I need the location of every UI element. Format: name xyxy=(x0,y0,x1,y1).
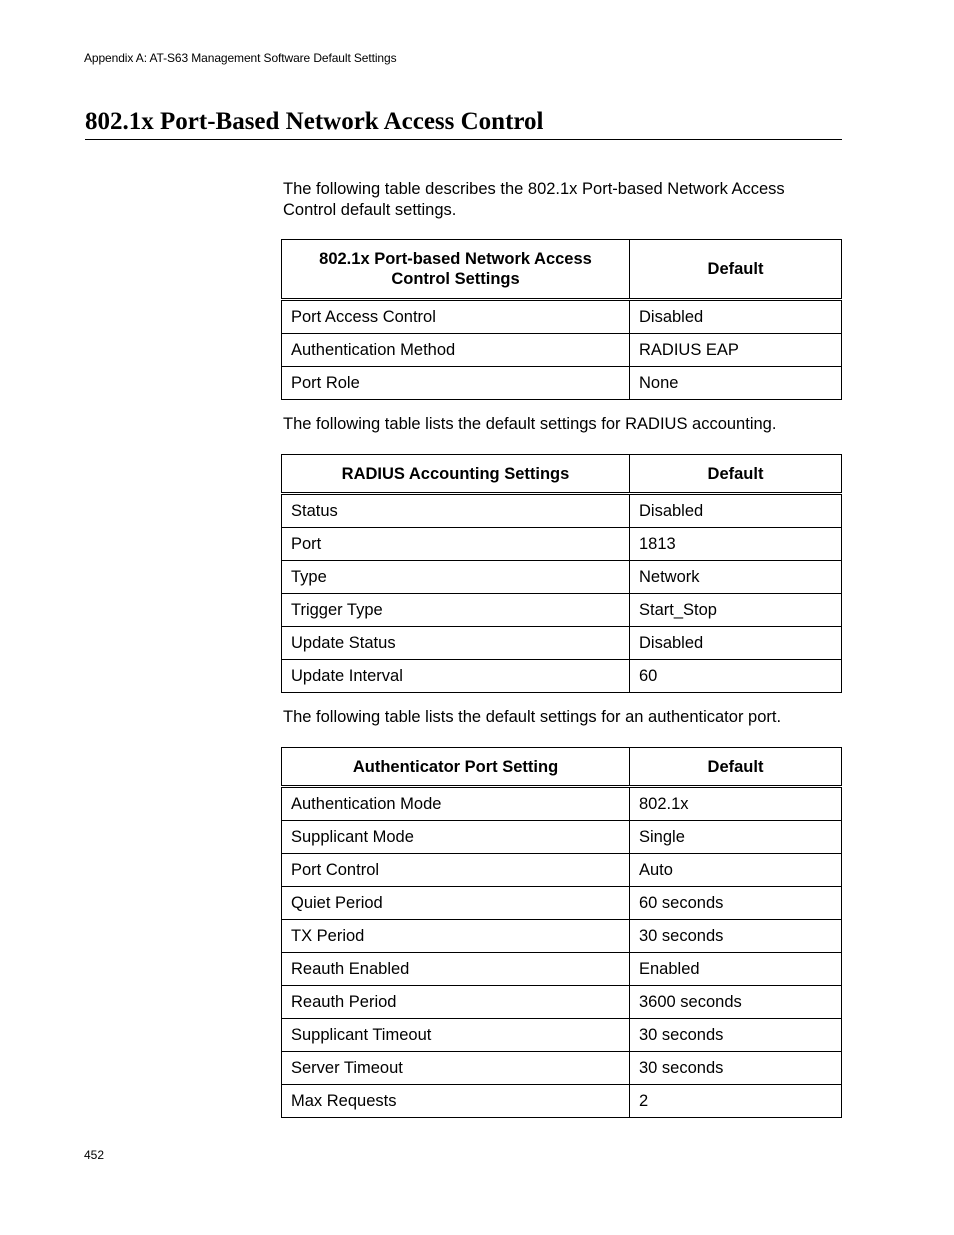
setting-cell: Reauth Period xyxy=(282,986,630,1019)
table-row xyxy=(282,1019,842,1052)
table-row xyxy=(282,920,842,953)
table-row xyxy=(282,494,842,528)
setting-cell: Port Access Control xyxy=(282,300,630,334)
running-header: Appendix A: AT-S63 Management Software Default Settings xyxy=(84,51,397,65)
setting-cell: Reauth Enabled xyxy=(282,953,630,986)
table-row xyxy=(282,821,842,854)
authenticator-paragraph: The following table lists the default settings for an authenticator port. xyxy=(283,708,782,726)
setting-cell: Server Timeout xyxy=(282,1052,630,1085)
table-row xyxy=(282,854,842,887)
default-cell: Start_Stop xyxy=(630,594,842,627)
column-header-setting: Authenticator Port Setting xyxy=(282,748,630,787)
setting-cell: Trigger Type xyxy=(282,594,630,627)
setting-cell: Max Requests xyxy=(282,1085,630,1118)
setting-cell: Port Control xyxy=(282,854,630,887)
default-cell: Network xyxy=(630,561,842,594)
default-cell: Disabled xyxy=(630,494,842,528)
setting-cell: Authentication Method xyxy=(282,334,630,367)
table-row xyxy=(282,561,842,594)
table-row xyxy=(282,953,842,986)
authenticator-port-table xyxy=(281,747,842,1118)
column-header-setting xyxy=(282,240,630,300)
page-number: 452 xyxy=(84,1148,105,1162)
table-row xyxy=(282,528,842,561)
default-cell: Auto xyxy=(630,854,842,887)
table-header-row xyxy=(282,748,842,787)
default-cell: Single xyxy=(630,821,842,854)
default-cell: 1813 xyxy=(630,528,842,561)
section-title: 802.1x Port-Based Network Access Control xyxy=(85,106,842,140)
default-cell: RADIUS EAP xyxy=(630,334,842,367)
radius-accounting-table xyxy=(281,454,842,693)
default-cell: Enabled xyxy=(630,953,842,986)
table-row xyxy=(282,1085,842,1118)
intro-paragraph: The following table describes the 802.1x Port-based Network Access Control default settings. xyxy=(283,180,785,219)
table-row xyxy=(282,334,842,367)
port-access-control-table xyxy=(281,239,842,400)
setting-cell: Port Role xyxy=(282,367,630,400)
setting-cell: Update Status xyxy=(282,627,630,660)
table-row xyxy=(282,627,842,660)
table-row xyxy=(282,1052,842,1085)
table-row xyxy=(282,300,842,334)
setting-cell: Supplicant Mode xyxy=(282,821,630,854)
table-row xyxy=(282,887,842,920)
setting-cell: Authentication Mode xyxy=(282,787,630,821)
default-cell: 2 xyxy=(630,1085,842,1118)
table-row xyxy=(282,787,842,821)
setting-cell: Type xyxy=(282,561,630,594)
column-header-default: Default xyxy=(630,240,842,300)
setting-cell: Supplicant Timeout xyxy=(282,1019,630,1052)
column-header-line: Control Settings xyxy=(391,270,520,288)
table-header-row xyxy=(282,455,842,494)
default-cell: Disabled xyxy=(630,300,842,334)
default-cell: 30 seconds xyxy=(630,920,842,953)
column-header-line: 802.1x Port-based Network Access xyxy=(319,250,592,268)
setting-cell: Quiet Period xyxy=(282,887,630,920)
default-cell: 802.1x xyxy=(630,787,842,821)
setting-cell: TX Period xyxy=(282,920,630,953)
default-cell: Disabled xyxy=(630,627,842,660)
setting-cell: Status xyxy=(282,494,630,528)
default-cell: 30 seconds xyxy=(630,1052,842,1085)
column-header-setting: RADIUS Accounting Settings xyxy=(282,455,630,494)
default-cell: 30 seconds xyxy=(630,1019,842,1052)
table-row xyxy=(282,986,842,1019)
column-header-default: Default xyxy=(630,748,842,787)
table-header-row xyxy=(282,240,842,300)
default-cell: 60 xyxy=(630,660,842,693)
radius-paragraph: The following table lists the default settings for RADIUS accounting. xyxy=(283,415,777,433)
default-cell: 60 seconds xyxy=(630,887,842,920)
setting-cell: Update Interval xyxy=(282,660,630,693)
default-cell: 3600 seconds xyxy=(630,986,842,1019)
default-cell: None xyxy=(630,367,842,400)
table-row xyxy=(282,660,842,693)
table-row xyxy=(282,367,842,400)
column-header-default: Default xyxy=(630,455,842,494)
setting-cell: Port xyxy=(282,528,630,561)
table-row xyxy=(282,594,842,627)
